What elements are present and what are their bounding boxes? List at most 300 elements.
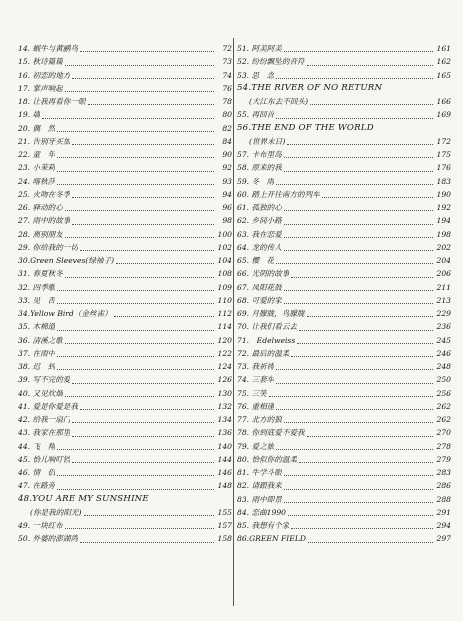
toc-entry-title: 61. 孤独的心 <box>237 203 282 212</box>
toc-entry-page: 96 <box>222 203 232 212</box>
toc-entry-title: 34.Yellow Bird（金丝雀） <box>18 309 112 318</box>
toc-entry-title: 51. 阿美阿美 <box>237 44 282 53</box>
toc-entry-page: 134 <box>217 415 232 424</box>
toc-entry-title: 78. 你到底爱不爱我 <box>237 428 305 438</box>
toc-entry-page: 270 <box>436 428 451 438</box>
toc-entry-page: 162 <box>436 57 451 67</box>
toc-entry-title: 20. 偶 然 <box>18 123 56 133</box>
dot-leader <box>72 436 214 437</box>
toc-entry <box>18 320 232 333</box>
toc-entry <box>18 360 232 373</box>
toc-entry-page: 157 <box>217 521 232 530</box>
toc-entry <box>237 360 451 373</box>
dot-leader <box>308 542 433 543</box>
toc-entry-title: 58. 原来的我 <box>237 163 282 173</box>
toc-entry-title: 75. 三笑 <box>237 388 267 398</box>
dot-leader <box>57 184 214 185</box>
toc-entry-title: 39. 写不完的爱 <box>18 375 71 385</box>
dot-leader <box>65 65 214 66</box>
dot-leader <box>57 157 214 158</box>
toc-entry-subtitle <box>237 135 451 148</box>
toc-entry-title: 54.THE RIVER OF NO RETURN <box>237 82 383 93</box>
toc-entry-page: 236 <box>436 322 451 332</box>
dot-leader <box>299 330 433 331</box>
dot-leader <box>80 51 214 52</box>
toc-entry <box>18 281 232 294</box>
toc-entry-page: 144 <box>217 454 232 464</box>
toc-entry-title: 77. 北方的狼 <box>237 415 282 424</box>
toc-entry <box>237 387 451 400</box>
toc-entry-page: 279 <box>436 454 451 464</box>
toc-entry <box>18 519 232 532</box>
toc-entry-page: 92 <box>222 163 232 173</box>
toc-entry-page: 146 <box>217 468 232 477</box>
dot-leader <box>72 197 214 198</box>
toc-entry-title: 28. 离别朋友 <box>18 229 63 239</box>
toc-entry-page: 73 <box>222 57 232 67</box>
toc-entry-title: 35. 木棉道 <box>18 322 56 332</box>
dot-leader <box>57 303 214 304</box>
toc-entry <box>18 42 232 55</box>
dot-leader <box>284 237 433 238</box>
toc-entry-page: 104 <box>217 256 232 265</box>
dot-leader <box>65 237 214 238</box>
toc-entry-page: 297 <box>436 534 451 544</box>
toc-entry-title: 72. 最后的温柔 <box>237 348 290 358</box>
dot-leader <box>307 436 433 437</box>
toc-entry-title: 40. 又见炊烟 <box>18 388 63 398</box>
toc-entry <box>237 55 451 68</box>
toc-entry <box>18 135 232 148</box>
dot-leader <box>72 224 214 225</box>
toc-entry <box>237 294 451 307</box>
dot-leader <box>307 316 433 317</box>
toc-entry <box>237 161 451 174</box>
dot-leader <box>284 475 433 476</box>
dot-leader <box>57 171 214 172</box>
toc-entry <box>18 373 232 386</box>
toc-entry-page: 132 <box>217 401 232 411</box>
toc-entry-title: 65. 樱 花 <box>237 256 275 265</box>
toc-entry-title: 86.GREEN FIELD <box>237 534 306 544</box>
toc-entry <box>237 413 451 426</box>
toc-entry <box>237 440 451 453</box>
toc-entry-page: 288 <box>436 494 451 504</box>
toc-right-column <box>237 42 451 546</box>
dot-leader <box>57 489 214 490</box>
dot-leader <box>65 277 214 278</box>
toc-entry <box>18 387 232 400</box>
toc-entry-page: 286 <box>436 481 451 491</box>
toc-entry-page: 158 <box>217 534 232 544</box>
toc-entry-page: 109 <box>217 282 232 292</box>
toc-entry-title: 16. 初恋的地方 <box>18 70 71 80</box>
dot-leader <box>299 462 433 463</box>
toc-entry-title: 29. 你给我的一切 <box>18 242 79 252</box>
toc-entry-page: 192 <box>436 203 451 212</box>
toc-entry-title: 82. 请跟我来 <box>237 481 282 491</box>
toc-entry-page: 94 <box>222 189 232 199</box>
dot-leader <box>116 263 214 264</box>
toc-entry <box>237 519 451 532</box>
toc-entry <box>237 188 451 201</box>
toc-entry-title: 38. 迟 到 <box>18 362 56 371</box>
toc-entry-title: 30.Green Sleeves(绿袖子) <box>18 256 115 265</box>
dot-leader <box>269 396 433 397</box>
toc-entry-title: 74. 三套车 <box>237 375 275 385</box>
toc-entry <box>18 493 232 506</box>
dot-leader <box>114 316 214 317</box>
toc-entry <box>237 493 451 506</box>
toc-entry-page: 84 <box>222 136 232 146</box>
toc-entry <box>18 214 232 227</box>
dot-leader <box>284 303 433 304</box>
dot-leader <box>276 118 433 119</box>
toc-entry-page: 262 <box>436 401 451 411</box>
dot-leader <box>72 144 214 145</box>
toc-entry <box>18 69 232 82</box>
toc-entry-title: 85. 我想有个家 <box>237 521 290 530</box>
toc-entry-title: 52. 纷纷飘坠的音符 <box>237 57 305 67</box>
toc-entry <box>237 108 451 121</box>
dot-leader <box>65 91 214 92</box>
toc-entry-title: 23. 小茉莉 <box>18 163 56 173</box>
dot-leader <box>42 118 214 119</box>
toc-entry-page: 130 <box>217 388 232 398</box>
dot-leader <box>57 369 214 370</box>
dot-leader <box>57 330 214 331</box>
toc-entry-title: 83. 雨中即景 <box>237 494 282 504</box>
toc-entry-title: 14. 蜗牛与黄鹂鸟 <box>18 44 79 53</box>
toc-entry-title: 63. 我在恋爱 <box>237 229 282 239</box>
toc-entry <box>18 254 232 267</box>
toc-entry-page: 175 <box>436 150 451 159</box>
toc-entry-page: 72 <box>222 44 232 53</box>
toc-entry <box>237 267 451 280</box>
dot-leader <box>310 104 433 105</box>
toc-entry <box>237 347 451 360</box>
toc-entry-title: 66. 光阴的故事 <box>237 269 290 279</box>
dot-leader <box>80 409 214 410</box>
dot-leader <box>276 449 433 450</box>
toc-entry <box>237 400 451 413</box>
toc-entry-page: 204 <box>436 256 451 265</box>
toc-entry-title: 15. 秋诗篇篇 <box>18 57 63 67</box>
dot-leader <box>57 449 214 450</box>
toc-entry-title: 69. 月朦胧，鸟朦胧 <box>237 309 305 318</box>
toc-entry-subtitle <box>237 95 451 108</box>
dot-leader <box>65 210 214 211</box>
toc-entry-page: 245 <box>436 335 451 345</box>
toc-entry <box>237 82 451 95</box>
toc-entry-page: 100 <box>217 229 232 239</box>
dot-leader <box>297 343 433 344</box>
dot-leader <box>284 157 433 158</box>
toc-entry-page: 148 <box>217 481 232 491</box>
toc-left-column <box>18 42 232 546</box>
toc-entry-title: 55. 再回首 <box>237 110 275 120</box>
dot-leader <box>65 528 214 529</box>
toc-entry-page: 194 <box>436 216 451 226</box>
toc-entry-page: 108 <box>217 269 232 279</box>
dot-leader <box>88 104 214 105</box>
toc-entry-title: 27. 雨中的故事 <box>18 216 71 226</box>
toc-entry-page: 206 <box>436 269 451 279</box>
toc-entry-page: 294 <box>436 521 451 530</box>
toc-entry-page: 278 <box>436 441 451 451</box>
dot-leader <box>284 502 433 503</box>
toc-entry-page: 114 <box>217 322 232 332</box>
dot-leader <box>72 383 214 384</box>
toc-entry-title: 22. 童 年 <box>18 150 56 159</box>
toc-entry-title: 73. 我祈祷 <box>237 362 275 371</box>
toc-entry-page: 112 <box>217 309 232 318</box>
dot-leader <box>276 263 433 264</box>
toc-entry-page: 176 <box>436 163 451 173</box>
toc-entry-title: 84. 恋曲1990 <box>237 507 287 517</box>
toc-entry-title: 21. 告别牙买加 <box>18 136 71 146</box>
toc-entry <box>18 267 232 280</box>
toc-entry-page: 155 <box>217 507 232 517</box>
toc-entry-page: 198 <box>436 229 451 239</box>
toc-entry-page: 110 <box>217 295 232 305</box>
toc-entry <box>237 334 451 347</box>
dot-leader <box>84 515 215 516</box>
toc-entry-title: (大江东去不回头) <box>249 97 309 106</box>
dot-leader <box>284 224 433 225</box>
toc-entry-title: 48.YOU ARE MY SUNSHINE <box>18 493 149 504</box>
dot-leader <box>284 422 433 423</box>
toc-entry <box>237 148 451 161</box>
dot-leader <box>284 171 433 172</box>
toc-entry-title: 45. 恰儿响叮铛 <box>18 454 71 464</box>
dot-leader <box>276 383 433 384</box>
toc-entry-page: 122 <box>217 348 232 358</box>
toc-entry-title: 33. 见 否 <box>18 295 56 305</box>
toc-entry-page: 102 <box>217 242 232 252</box>
toc-entry-title: 19. 墙 <box>18 110 41 120</box>
toc-entry-title: 18. 让我再看你一眼 <box>18 97 86 106</box>
toc-entry-page: 140 <box>217 441 232 451</box>
toc-entry-title: 81. 牛学斗眼 <box>237 468 282 477</box>
toc-entry-title: 53. 思 念 <box>237 70 275 80</box>
toc-entry <box>237 466 451 479</box>
dot-leader <box>65 343 214 344</box>
toc-entry <box>237 214 451 227</box>
toc-entry <box>237 320 451 333</box>
toc-entry <box>237 122 451 135</box>
dot-leader <box>57 475 214 476</box>
dot-leader <box>284 210 433 211</box>
dot-leader <box>72 422 214 423</box>
column-divider <box>233 38 234 606</box>
dot-leader <box>80 250 214 251</box>
toc-entry-title: 76. 重相逢 <box>237 401 275 411</box>
toc-entry-title: 41. 爱是你爱是我 <box>18 401 79 411</box>
toc-entry-page: 246 <box>436 348 451 358</box>
toc-entry-page: 76 <box>222 83 232 93</box>
dot-leader <box>284 489 433 490</box>
toc-entry <box>237 228 451 241</box>
dot-leader <box>65 396 214 397</box>
toc-entry-page: 283 <box>436 468 451 477</box>
toc-entry <box>18 188 232 201</box>
toc-entry <box>18 413 232 426</box>
dot-leader <box>284 250 433 251</box>
toc-entry-title: 26. 驿动的心 <box>18 203 63 212</box>
toc-entry <box>237 241 451 254</box>
toc-entry-page: 256 <box>436 388 451 398</box>
toc-entry <box>18 201 232 214</box>
toc-entry-subtitle <box>18 506 232 519</box>
toc-entry-page: 262 <box>436 415 451 424</box>
toc-entry-title: 59. 冬 雨 <box>237 176 275 186</box>
toc-entry <box>237 69 451 82</box>
toc-entry <box>18 161 232 174</box>
toc-entry <box>18 82 232 95</box>
dot-leader <box>72 462 214 463</box>
toc-entry <box>237 254 451 267</box>
toc-entry-title: 43. 我家在那里 <box>18 428 71 438</box>
dot-leader <box>322 197 433 198</box>
dot-leader <box>276 184 433 185</box>
toc-entry-page: 190 <box>436 189 451 199</box>
toc-entry-title: (你是我的阳光) <box>30 507 82 517</box>
toc-entry-page: 90 <box>222 150 232 159</box>
toc-entry-page: 161 <box>436 44 451 53</box>
toc-entry <box>237 479 451 492</box>
dot-leader <box>291 356 433 357</box>
toc-entry-title: (世界末日) <box>249 136 286 146</box>
toc-entry <box>18 426 232 439</box>
toc-entry-page: 74 <box>222 70 232 80</box>
toc-entry <box>237 175 451 188</box>
toc-entry <box>237 506 451 519</box>
toc-entry-title: 31. 春夏秋冬 <box>18 269 63 279</box>
toc-entry <box>237 307 451 320</box>
toc-entry <box>18 400 232 413</box>
dot-leader <box>284 51 433 52</box>
dot-leader <box>57 290 214 291</box>
toc-entry <box>18 479 232 492</box>
toc-entry <box>18 440 232 453</box>
toc-entry-title: 57. 卡布里岛 <box>237 150 282 159</box>
toc-entry-title: 36. 清溪之歌 <box>18 335 63 345</box>
toc-entry-page: 78 <box>222 97 232 106</box>
toc-entry-page: 80 <box>222 110 232 120</box>
toc-entry-page: 291 <box>436 507 451 517</box>
toc-entry-page: 98 <box>222 216 232 226</box>
toc-entry <box>18 347 232 360</box>
toc-entry <box>18 95 232 108</box>
toc-entry-page: 126 <box>217 375 232 385</box>
dot-leader <box>276 369 433 370</box>
toc-entry-title: 70. 让我们看云去 <box>237 322 298 332</box>
toc-entry-page: 124 <box>217 362 232 371</box>
dot-leader <box>276 409 433 410</box>
toc-entry-title: 47. 在路旁 <box>18 481 56 491</box>
toc-entry-title: 42. 给我一扇门 <box>18 415 71 424</box>
toc-entry-page: 248 <box>436 362 451 371</box>
toc-entry-title: 17. 掌声响起 <box>18 83 63 93</box>
toc-entry-page: 211 <box>436 282 451 292</box>
toc-entry-page: 250 <box>436 375 451 385</box>
toc-entry-title: 80. 恰似你的温柔 <box>237 454 298 464</box>
toc-entry <box>18 334 232 347</box>
toc-entry-title: 44. 飞 翔 <box>18 441 56 451</box>
toc-entry <box>18 453 232 466</box>
toc-entry-page: 172 <box>436 136 451 146</box>
toc-entry-page: 183 <box>436 176 451 186</box>
toc-entry-page: 93 <box>222 176 232 186</box>
dot-leader <box>291 528 433 529</box>
toc-entry <box>237 281 451 294</box>
dot-leader <box>80 542 214 543</box>
dot-leader <box>287 144 433 145</box>
toc-entry-title: 25. 火吻在冬季 <box>18 189 71 199</box>
toc-entry-page: 165 <box>436 70 451 80</box>
toc-entry-page: 213 <box>436 295 451 305</box>
toc-entry <box>18 122 232 135</box>
toc-entry <box>18 108 232 121</box>
dot-leader <box>72 78 214 79</box>
dot-leader <box>276 78 433 79</box>
toc-entry <box>18 294 232 307</box>
toc-entry-title: 67. 凤阳花鼓 <box>237 282 282 292</box>
toc-entry-title: 60. 踏上开往南方的列车 <box>237 189 320 199</box>
toc-entry-title: 56.THE END OF THE WORLD <box>237 122 374 133</box>
dot-leader <box>291 277 433 278</box>
toc-entry <box>237 42 451 55</box>
toc-entry <box>18 175 232 188</box>
toc-entry-title: 46. 情 侣 <box>18 468 56 477</box>
toc-entry <box>18 241 232 254</box>
toc-entry-title: 50. 外婆的澎湖湾 <box>18 534 79 544</box>
toc-entry-title: 37. 在雨中 <box>18 348 56 358</box>
toc-entry <box>18 307 232 320</box>
toc-entry-page: 169 <box>436 110 451 120</box>
toc-entry-page: 229 <box>436 309 451 318</box>
toc-entry <box>18 466 232 479</box>
toc-entry-page: 136 <box>217 428 232 438</box>
toc-entry <box>237 532 451 545</box>
toc-entry-title: 24. 喀秋莎 <box>18 176 56 186</box>
toc-entry <box>237 453 451 466</box>
dot-leader <box>307 65 433 66</box>
toc-entry-title: 49. 一块红布 <box>18 521 63 530</box>
toc-entry-page: 202 <box>436 242 451 252</box>
dot-leader <box>57 356 214 357</box>
toc-entry-page: 166 <box>436 97 451 106</box>
toc-entry <box>237 373 451 386</box>
toc-entry <box>18 148 232 161</box>
toc-entry-page: 82 <box>222 123 232 133</box>
toc-entry-page: 120 <box>217 335 232 345</box>
dot-leader <box>284 290 433 291</box>
toc-entry <box>237 201 451 214</box>
toc-entry-title: 68. 可爱的家 <box>237 295 282 305</box>
dot-leader <box>288 515 433 516</box>
toc-entry-title: 64. 龙的传人 <box>237 242 282 252</box>
toc-entry <box>18 228 232 241</box>
toc-entry-title: 62. 乡间小路 <box>237 216 282 226</box>
toc-entry <box>18 532 232 545</box>
toc-entry <box>18 55 232 68</box>
toc-entry-title: 71. Edelweiss <box>237 335 296 345</box>
dot-leader <box>57 131 214 132</box>
toc-entry-title: 79. 爱之旅 <box>237 441 275 451</box>
toc-entry <box>237 426 451 439</box>
